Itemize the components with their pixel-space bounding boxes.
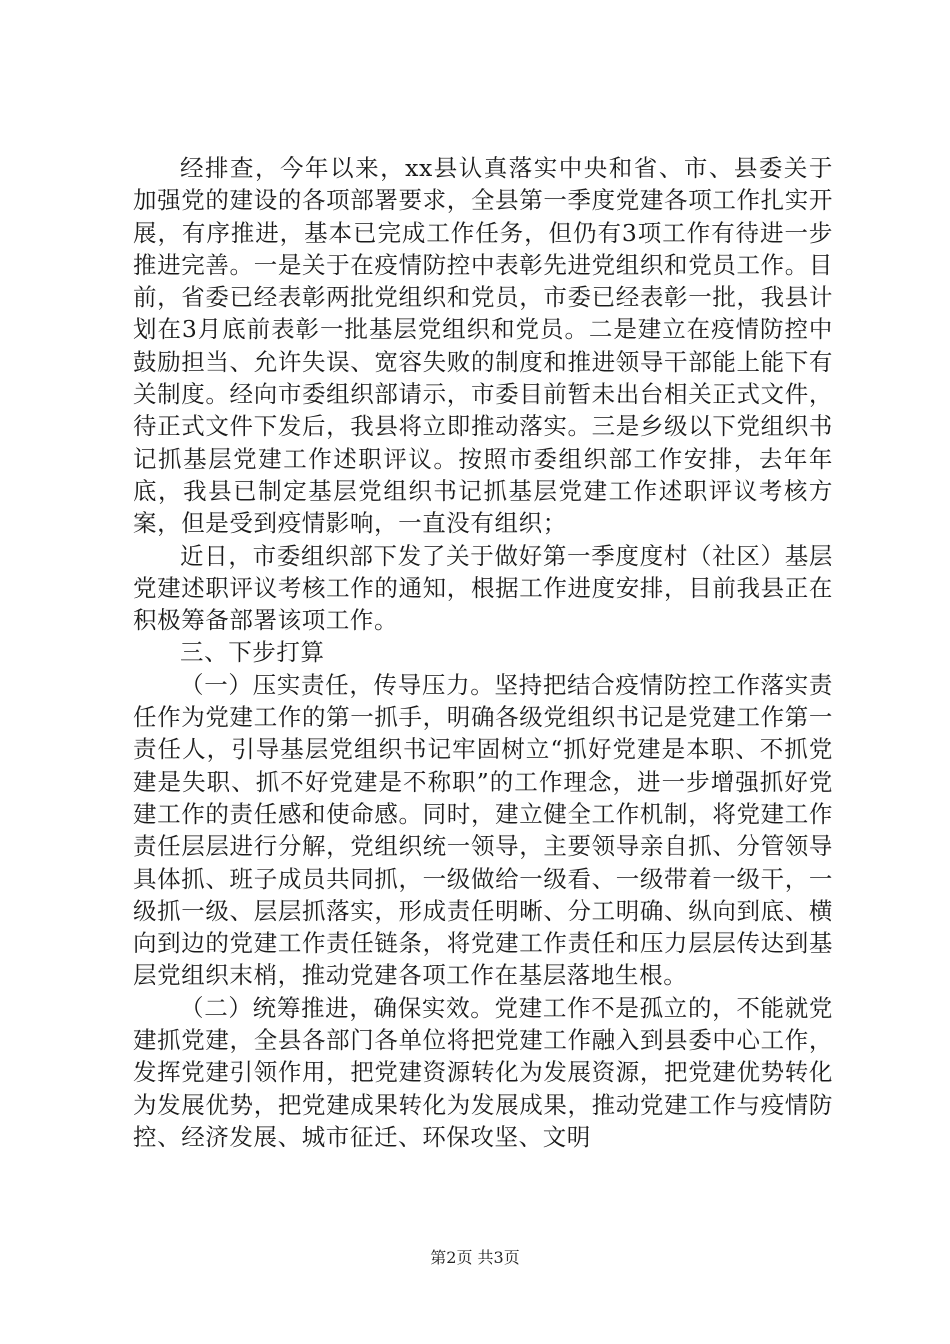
paragraph-inspection-summary: 经排查，今年以来，xx县认真落实中央和省、市、县委关于加强党的建设的各项部署要求，全县第一季度党建各项工作扎实开展，有序推进，基本已完成工作任务，但仍有3项工作有待进一步推进完善。一是关于在疫情防控中表彰先进党组织和党员工作。目前，省委已经表彰两批党组织和党员，市委已经表彰一批，我县计划在3月底前表彰一批基层党组织和党员。二是建立在疫情防控中鼓励担当、允许失误、宽容失败的制度和推进领导干部能上能下有关制度。经向市委组织部请示，市委目前暂未出台相关正式文件，待正式文件下发后，我县将立即推动落实。三是乡级以下党组织书记抓基层党建工作述职评议。按照市委组织部工作安排，去年年底，我县已制定基层党组织书记抓基层党建工作述职评议考核方案，但是受到疫情影响，一直没有组织； bbox=[133, 154, 833, 538]
paragraph-recent-notice: 近日，市委组织部下发了关于做好第一季度度村（社区）基层党建述职评议考核工作的通知，根据工作进度安排，目前我县正在积极筹备部署该项工作。 bbox=[133, 541, 833, 635]
section-heading-next-steps: 三、下步打算 bbox=[180, 638, 325, 667]
page-number-footer: 第2页 共3页 bbox=[430, 1248, 520, 1267]
paragraph-measure-1: （一）压实责任，传导压力。坚持把结合疫情防控工作落实责任作为党建工作的第一抓手，明确各级党组织书记是党建工作第一责任人，引导基层党组织书记牢固树立“抓好党建是本职、不抓党建是失职、抓不好党建是不称职”的工作理念，进一步增强抓好党建工作的责任感和使命感。同时，建立健全工作机制，将党建工作责任层层进行分解，党组织统一领导，主要领导亲自抓、分管领导具体抓、班子成员共同抓，一级做给一级看、一级带着一级干，一级抓一级、层层抓落实，形成责任明晰、分工明确、纵向到底、横向到边的党建工作责任链条，将党建工作责任和压力层层传达到基层党组织末梢，推动党建各项工作在基层落地生根。 bbox=[133, 670, 833, 990]
document-body bbox=[133, 152, 833, 1153]
paragraph-measure-2: （二）统筹推进，确保实效。党建工作不是孤立的，不能就党建抓党建，全县各部门各单位将把党建工作融入到县委中心工作，发挥党建引领作用，把党建资源转化为发展资源，把党建优势转化为发展优势，把党建成果转化为发展成果，推动党建工作与疫情防控、经济发展、城市征迁、环保攻坚、文明 bbox=[133, 993, 833, 1151]
